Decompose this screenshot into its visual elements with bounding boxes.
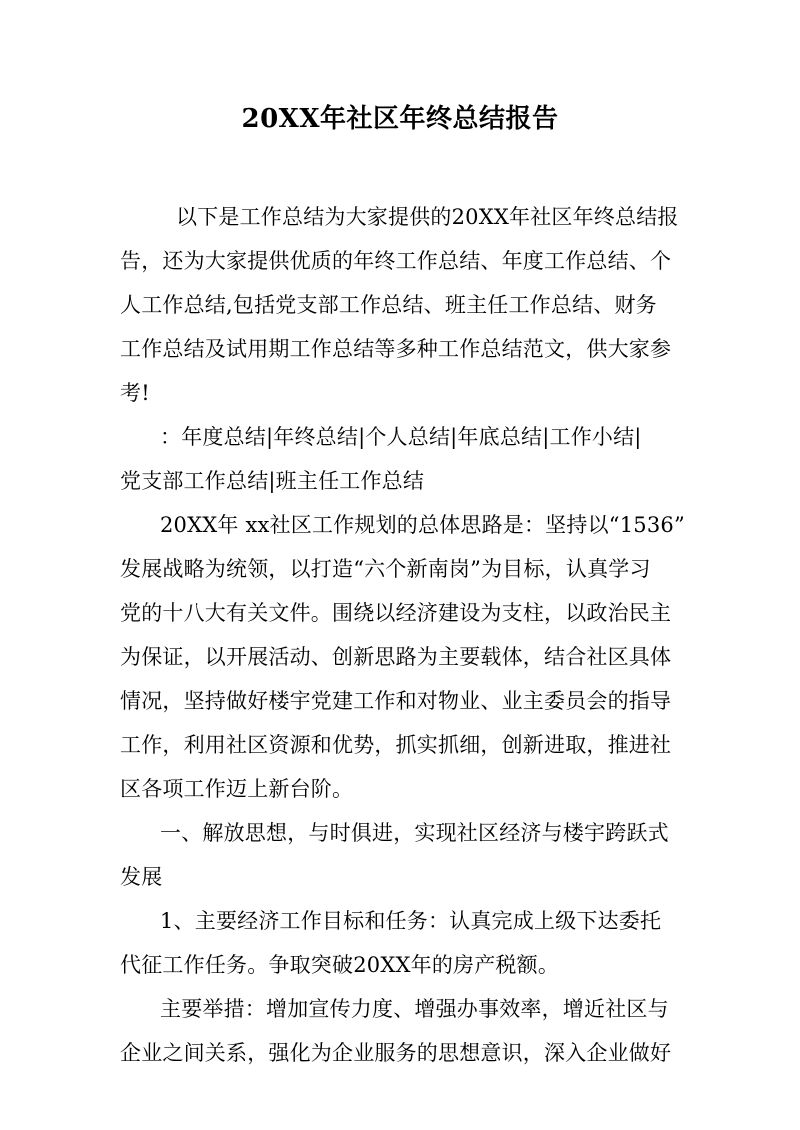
body-line (0, 334, 800, 364)
line-text: 一、解放思想，与时俱进，实现社区经济与楼宇跨跃式 (160, 821, 669, 845)
body-line (0, 774, 800, 804)
line-text: 以下是工作总结为大家提供的20XX年社区年终总结报 (176, 205, 679, 229)
document-title: 20XX年社区年终总结报告 (241, 104, 559, 134)
body-line (0, 686, 800, 716)
section-heading-line (0, 862, 800, 892)
body-line (0, 642, 800, 672)
body-line (0, 202, 800, 232)
body-line (0, 1038, 800, 1068)
line-text: 1、主要经济工作目标和任务：认真完成上级下达委托 (160, 909, 662, 933)
line-text: 人工作总结,包括党支部工作总结、班主任工作总结、财务 (120, 293, 657, 317)
line-text: 工作，利用社区资源和优势，抓实抓细，创新进取，推进社 (120, 733, 672, 757)
body-line (0, 730, 800, 760)
body-line (0, 510, 800, 540)
body-line (0, 422, 800, 452)
line-text: ：年度总结|年终总结|个人总结|年底总结|工作小结| (160, 425, 642, 449)
line-text: 党支部工作总结|班主任工作总结 (120, 469, 425, 493)
line-text: 情况，坚持做好楼宇党建工作和对物业、业主委员会的指导 (120, 689, 672, 713)
line-text: 20XX年 xx社区工作规划的总体思路是：坚持以“1536” (160, 513, 685, 537)
line-text: 企业之间关系，强化为企业服务的思想意识，深入企业做好 (120, 1041, 672, 1065)
line-text: 发展战略为统领，以打造“六个新南岗”为目标，认真学习 (120, 557, 651, 581)
body-line (0, 994, 800, 1024)
section-heading-line (0, 818, 800, 848)
body-line (0, 598, 800, 628)
line-text: 工作总结及试用期工作总结等多种工作总结范文，供大家参 (120, 337, 672, 361)
line-text: 发展 (120, 865, 163, 889)
body-line (0, 378, 800, 408)
line-text: 主要举措：增加宣传力度、增强办事效率，增近社区与 (160, 997, 669, 1021)
line-text: 区各项工作迈上新台阶。 (120, 777, 354, 801)
line-text: 党的十八大有关文件。围绕以经济建设为支柱，以政治民主 (120, 601, 672, 625)
line-text: 告，还为大家提供优质的年终工作总结、年度工作总结、个 (120, 249, 672, 273)
line-text: 代征工作任务。争取突破20XX年的房产税额。 (120, 953, 560, 977)
body-line (0, 950, 800, 980)
line-text: 考! (120, 381, 150, 405)
line-text: 为保证，以开展活动、创新思路为主要载体，结合社区具体 (120, 645, 672, 669)
body-line (0, 246, 800, 276)
body-line (0, 554, 800, 584)
body-line (0, 290, 800, 320)
body-line (0, 466, 800, 496)
body-line (0, 906, 800, 936)
